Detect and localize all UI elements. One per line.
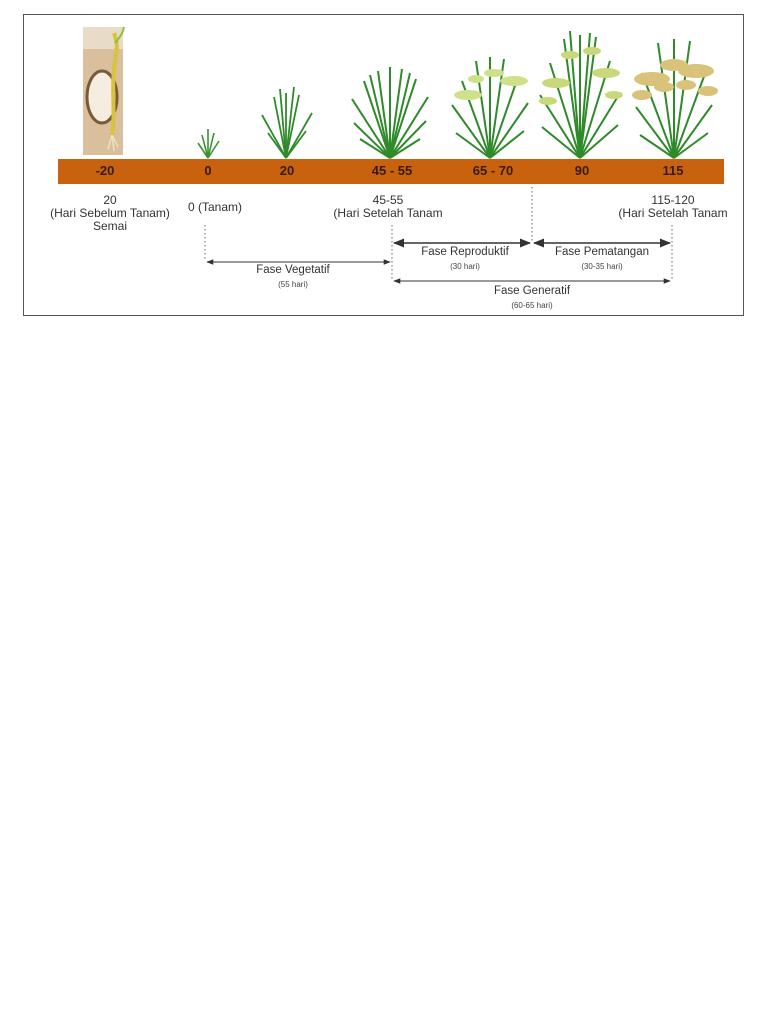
generative-phase-duration: (60-65 hari) [511, 301, 553, 310]
rice-growth-diagram [23, 14, 744, 316]
ripening-phase-label: Fase Pematangan [555, 246, 649, 258]
rice-plant-day-115 [632, 39, 718, 158]
rice-plant-day-20 [262, 87, 312, 158]
planting-day-label: 0 (Tanam) [188, 200, 243, 214]
seedling-stage: Semai [92, 219, 128, 233]
rice-plant-day-45-55 [352, 67, 428, 158]
bar-label: 115 [662, 163, 684, 178]
mid-caption: (Hari Setelah Tanam [333, 206, 443, 220]
vegetative-phase-duration: (55 hari) [278, 280, 308, 289]
seedling-in-soil-illustration [83, 27, 124, 155]
reproductive-phase-label: Fase Reproduktif [421, 246, 509, 258]
bar-label: 45 - 55 [371, 163, 413, 178]
seedling-caption: (Hari Sebelum Tanam) [50, 206, 170, 220]
mid-day-label [333, 194, 442, 220]
vegetative-phase-label: Fase Vegetatif [256, 264, 330, 276]
rice-plant-day-65-70 [452, 57, 528, 158]
bar-label: -20 [95, 163, 115, 178]
bar-label: 20 [279, 163, 295, 178]
end-day-label [618, 194, 727, 220]
mid-days: 45-55 [372, 193, 404, 207]
seedling-day-label [50, 194, 170, 233]
bar-label: 0 [204, 163, 212, 178]
rice-plant-day-0 [198, 129, 219, 158]
bar-label: 65 - 70 [472, 163, 514, 178]
ripening-phase-duration: (30-35 hari) [581, 262, 623, 271]
end-days: 115-120 [651, 193, 695, 207]
reproductive-phase-duration: (30 hari) [450, 262, 480, 271]
seedling-days: 20 [103, 193, 117, 207]
end-caption: (Hari Setelah Tanam [618, 206, 728, 220]
rice-plant-day-90 [539, 31, 623, 158]
bar-label: 90 [574, 163, 590, 178]
generative-phase-label: Fase Generatif [493, 285, 571, 297]
